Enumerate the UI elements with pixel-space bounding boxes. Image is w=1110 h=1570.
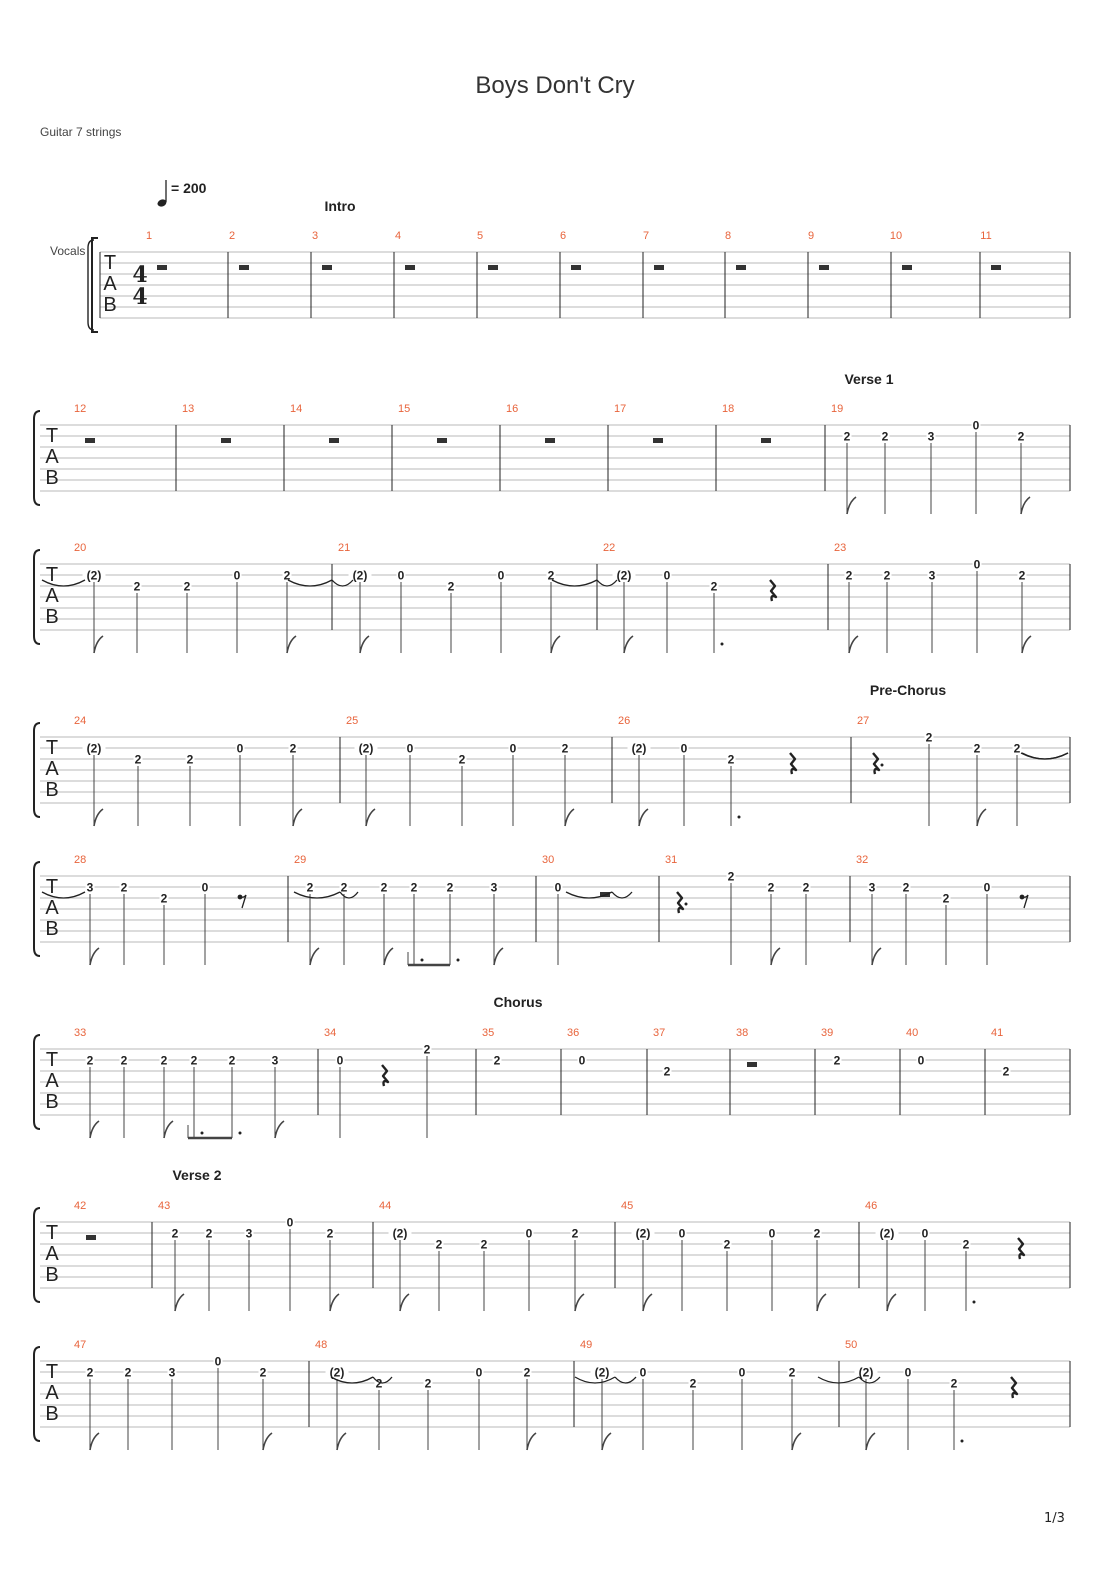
fret-number: 0	[214, 1354, 222, 1369]
bar-number: 6	[559, 230, 567, 242]
bar-number: 45	[621, 1200, 634, 1212]
whole-rest	[761, 438, 771, 443]
section-label-verse-1: Verse 1	[844, 371, 894, 387]
fret-number: 2	[340, 880, 348, 895]
bar-number: 14	[290, 403, 303, 415]
eighth-flag	[287, 636, 296, 653]
eighth-flag	[337, 1433, 346, 1450]
fret-number: 2	[1017, 429, 1025, 444]
eighth-flag	[565, 809, 574, 826]
eighth-flag	[310, 948, 319, 965]
eighth-flag	[847, 497, 856, 514]
tab-clef-letter: T	[45, 425, 59, 447]
quarter-rest	[770, 580, 776, 601]
fret-number: 2	[571, 1226, 579, 1241]
tab-clef-letter: B	[45, 779, 59, 801]
fret-number: 3	[245, 1226, 253, 1241]
fret-number: 0	[663, 568, 671, 583]
quarter-rest	[790, 753, 796, 774]
bar-number: 36	[567, 1027, 580, 1039]
bar-number: 9	[807, 230, 815, 242]
bar-number: 44	[379, 1200, 392, 1212]
tie	[612, 892, 632, 898]
fret-number: 2	[134, 752, 142, 767]
fret-number: 2	[86, 1053, 94, 1068]
fret-number: 3	[86, 880, 94, 895]
fret-number: 2	[306, 880, 314, 895]
whole-rest	[653, 438, 663, 443]
page-number: 1/3	[1044, 1511, 1065, 1526]
eighth-flag	[624, 636, 633, 653]
eighth-flag	[263, 1433, 272, 1450]
bar-number: 23	[834, 542, 847, 554]
tab-clef-letter: A	[45, 897, 59, 919]
bar-number: 11	[980, 230, 992, 242]
bar-number: 1	[145, 230, 153, 242]
bar-number: 5	[476, 230, 484, 242]
tab-clef-letter: T	[45, 564, 59, 586]
tab-clef-letter: A	[45, 758, 59, 780]
duration-dot	[961, 1440, 964, 1443]
bar-number: 28	[74, 854, 87, 866]
fret-number: 2	[435, 1237, 443, 1252]
bar-number: 33	[74, 1027, 87, 1039]
whole-rest	[488, 265, 498, 270]
eighth-flag	[639, 809, 648, 826]
tempo-bpm: = 200	[171, 180, 207, 196]
fret-number: 2	[689, 1376, 697, 1391]
fret-number: 2	[833, 1053, 841, 1068]
eighth-flag	[384, 948, 393, 965]
eighth-flag	[643, 1294, 652, 1311]
eighth-flag	[90, 948, 99, 965]
eighth-flag	[275, 1121, 284, 1138]
eighth-flag	[94, 809, 103, 826]
bar-number: 48	[315, 1339, 328, 1351]
eighth-flag	[551, 636, 560, 653]
whole-rest	[819, 265, 829, 270]
whole-rest	[902, 265, 912, 270]
section-label-chorus: Chorus	[493, 994, 543, 1010]
fret-number: 0	[738, 1365, 746, 1380]
fret-number: 2	[727, 869, 735, 884]
system-bracket	[34, 1208, 40, 1302]
fret-number: 0	[678, 1226, 686, 1241]
whole-rest	[322, 265, 332, 270]
fret-number: 0	[397, 568, 405, 583]
section-label-verse-2: Verse 2	[172, 1167, 222, 1183]
tab-clef-letter: A	[103, 273, 117, 295]
fret-number: (2)	[352, 568, 368, 583]
tab-clef-letter: T	[103, 252, 117, 274]
fret-number: 2	[813, 1226, 821, 1241]
tab-clef-letter: B	[45, 467, 59, 489]
whole-rest	[239, 265, 249, 270]
fret-number: 2	[881, 429, 889, 444]
bar-number: 13	[182, 403, 195, 415]
bar-number: 7	[642, 230, 650, 242]
eighth-flag	[977, 809, 986, 826]
fret-number: 2	[845, 568, 853, 583]
eighth-flag	[887, 1294, 896, 1311]
fret-number: 0	[525, 1226, 533, 1241]
duration-dot	[457, 959, 460, 962]
bar-number: 3	[311, 230, 319, 242]
fret-number: 2	[423, 1042, 431, 1057]
fret-number: (2)	[329, 1365, 345, 1380]
fret-number: 2	[942, 891, 950, 906]
fret-number: 2	[493, 1053, 501, 1068]
bar-number: 31	[665, 854, 678, 866]
quarter-rest	[677, 892, 683, 913]
rest-dot	[685, 903, 688, 906]
duration-dot	[201, 1132, 204, 1135]
quarter-rest	[873, 753, 879, 774]
eighth-flag	[330, 1294, 339, 1311]
fret-number: 2	[561, 741, 569, 756]
eighth-flag	[94, 636, 103, 653]
fret-number: 2	[171, 1226, 179, 1241]
eighth-flag	[175, 1294, 184, 1311]
fret-number: 2	[380, 880, 388, 895]
fret-number: 2	[802, 880, 810, 895]
fret-number: 2	[86, 1365, 94, 1380]
fret-number: (2)	[879, 1226, 895, 1241]
whole-rest	[654, 265, 664, 270]
eighth-flag	[602, 1433, 611, 1450]
eighth-flag	[494, 948, 503, 965]
fret-number: 0	[917, 1053, 925, 1068]
tab-clef-letter: A	[45, 446, 59, 468]
bar-number: 42	[74, 1200, 87, 1212]
whole-rest	[329, 438, 339, 443]
duration-dot	[421, 959, 424, 962]
eighth-flag	[366, 809, 375, 826]
eighth-flag	[866, 1433, 875, 1450]
tie	[294, 892, 340, 898]
bar-number: 50	[845, 1339, 858, 1351]
eighth-flag	[872, 948, 881, 965]
eighth-flag	[400, 1294, 409, 1311]
eighth-flag	[360, 636, 369, 653]
duration-dot	[239, 1132, 242, 1135]
eighth-flag	[849, 636, 858, 653]
fret-number: 0	[497, 568, 505, 583]
fret-number: 2	[902, 880, 910, 895]
system-bracket	[34, 550, 40, 644]
fret-number: 0	[680, 741, 688, 756]
fret-number: 2	[458, 752, 466, 767]
fret-number: 3	[168, 1365, 176, 1380]
bar-number: 4	[394, 230, 402, 242]
fret-number: (2)	[594, 1365, 610, 1380]
fret-number: 3	[927, 429, 935, 444]
fret-number: 0	[983, 880, 991, 895]
fret-number: 2	[523, 1365, 531, 1380]
fret-number: 2	[663, 1064, 671, 1079]
fret-number: 2	[259, 1365, 267, 1380]
time-signature-top: 4	[132, 262, 148, 288]
system-bracket	[34, 411, 40, 505]
bar-number: 17	[614, 403, 627, 415]
fret-number: 2	[883, 568, 891, 583]
eighth-flag	[575, 1294, 584, 1311]
fret-number: 0	[286, 1215, 294, 1230]
fret-number: 0	[972, 418, 980, 433]
fret-number: 2	[925, 730, 933, 745]
whole-rest	[747, 1062, 757, 1067]
fret-number: 2	[547, 568, 555, 583]
fret-number: 2	[710, 579, 718, 594]
whole-rest	[991, 265, 1001, 270]
bar-number: 24	[74, 715, 87, 727]
quarter-rest	[1011, 1377, 1017, 1398]
fret-number: 3	[490, 880, 498, 895]
rest-dot	[881, 764, 884, 767]
fret-number: 3	[271, 1053, 279, 1068]
section-label-pre-chorus: Pre-Chorus	[869, 682, 947, 698]
fret-number: 2	[480, 1237, 488, 1252]
quarter-rest	[1018, 1238, 1024, 1259]
fret-number: 2	[186, 752, 194, 767]
bar-number: 8	[724, 230, 732, 242]
fret-number: 2	[962, 1237, 970, 1252]
bar-number: 47	[74, 1339, 87, 1351]
fret-number: 3	[868, 880, 876, 895]
system-bracket	[34, 862, 40, 956]
fret-number: 2	[973, 741, 981, 756]
fret-number: (2)	[858, 1365, 874, 1380]
whole-rest	[736, 265, 746, 270]
fret-number: 2	[788, 1365, 796, 1380]
eighth-rest	[1022, 895, 1028, 908]
fret-number: 2	[160, 1053, 168, 1068]
fret-number: 0	[973, 557, 981, 572]
tab-clef-letter: B	[45, 1264, 59, 1286]
system-bracket	[34, 723, 40, 817]
fret-number: 2	[424, 1376, 432, 1391]
fret-number: 0	[554, 880, 562, 895]
fret-number: 2	[120, 1053, 128, 1068]
fret-number: 2	[160, 891, 168, 906]
fret-number: 0	[509, 741, 517, 756]
time-signature-bottom: 4	[132, 284, 148, 310]
fret-number: 0	[336, 1053, 344, 1068]
fret-number: 2	[133, 579, 141, 594]
bar-number: 38	[736, 1027, 749, 1039]
fret-number: 2	[446, 880, 454, 895]
fret-number: 2	[843, 429, 851, 444]
whole-rest	[571, 265, 581, 270]
tab-clef-letter: B	[45, 1091, 59, 1113]
fret-number: 2	[723, 1237, 731, 1252]
bar-number: 43	[158, 1200, 171, 1212]
bar-number: 21	[338, 542, 351, 554]
song-title: Boys Don't Cry	[475, 72, 635, 99]
bar-number: 41	[991, 1027, 1004, 1039]
eighth-flag	[164, 1121, 173, 1138]
fret-number: 3	[928, 568, 936, 583]
bar-number: 29	[294, 854, 307, 866]
tab-clef-letter: T	[45, 737, 59, 759]
bar-number: 15	[398, 403, 411, 415]
fret-number: 0	[406, 741, 414, 756]
whole-rest	[221, 438, 231, 443]
bar-number: 49	[580, 1339, 593, 1351]
fret-number: 0	[768, 1226, 776, 1241]
whole-rest	[86, 1235, 96, 1240]
fret-number: 2	[410, 880, 418, 895]
fret-number: 2	[124, 1365, 132, 1380]
bar-number: 22	[603, 542, 616, 554]
bar-number: 25	[346, 715, 359, 727]
whole-rest	[545, 438, 555, 443]
fret-number: (2)	[86, 568, 102, 583]
system-bracket	[34, 1035, 40, 1129]
fret-number: 2	[950, 1376, 958, 1391]
duration-dot	[973, 1301, 976, 1304]
tie	[1022, 753, 1068, 759]
fret-number: 2	[289, 741, 297, 756]
tab-clef-letter: B	[45, 918, 59, 940]
eighth-flag	[90, 1121, 99, 1138]
quarter-rest	[382, 1065, 388, 1086]
tie	[552, 580, 597, 586]
duration-dot	[738, 816, 741, 819]
tab-clef-letter: A	[45, 1382, 59, 1404]
track-label: Vocals	[50, 244, 86, 258]
tab-clef-letter: A	[45, 585, 59, 607]
tab-clef-letter: T	[45, 876, 59, 898]
bar-number: 10	[889, 230, 903, 242]
bar-number: 12	[74, 403, 87, 415]
fret-number: (2)	[86, 741, 102, 756]
instrument-label: Guitar 7 strings	[40, 125, 122, 139]
whole-rest	[405, 265, 415, 270]
bar-number: 20	[74, 542, 87, 554]
bar-number: 19	[831, 403, 844, 415]
eighth-flag	[293, 809, 302, 826]
fret-number: 2	[326, 1226, 334, 1241]
fret-number: 2	[447, 579, 455, 594]
bar-number: 46	[865, 1200, 878, 1212]
tab-clef-letter: B	[45, 1403, 59, 1425]
fret-number: 2	[767, 880, 775, 895]
tab-clef-letter: T	[45, 1361, 59, 1383]
tab-clef-letter: A	[45, 1243, 59, 1265]
bar-number: 34	[324, 1027, 337, 1039]
fret-number: 0	[639, 1365, 647, 1380]
whole-rest	[85, 438, 95, 443]
fret-number: (2)	[616, 568, 632, 583]
eighth-flag	[817, 1294, 826, 1311]
fret-number: 0	[578, 1053, 586, 1068]
fret-number: (2)	[358, 741, 374, 756]
tie	[288, 580, 332, 586]
tab-clef-letter: T	[45, 1049, 59, 1071]
tie	[615, 1377, 636, 1383]
tab-clef-letter: A	[45, 1070, 59, 1092]
bar-number: 27	[857, 715, 870, 727]
whole-rest	[157, 265, 167, 270]
system-bracket	[92, 238, 98, 332]
bar-number: 2	[228, 230, 236, 242]
eighth-flag	[90, 1433, 99, 1450]
tab-clef-letter: T	[45, 1222, 59, 1244]
tab-clef-letter: B	[45, 606, 59, 628]
bar-number: 30	[542, 854, 555, 866]
fret-number: 2	[1013, 741, 1021, 756]
eighth-flag	[1022, 636, 1031, 653]
bar-number: 18	[722, 403, 735, 415]
fret-number: 0	[475, 1365, 483, 1380]
fret-number: 0	[236, 741, 244, 756]
fret-number: 0	[233, 568, 241, 583]
fret-number: (2)	[392, 1226, 408, 1241]
system-bracket	[34, 1347, 40, 1441]
eighth-flag	[1021, 497, 1030, 514]
bar-number: 26	[618, 715, 631, 727]
fret-number: 2	[205, 1226, 213, 1241]
fret-number: 2	[1002, 1064, 1010, 1079]
fret-number: (2)	[631, 741, 647, 756]
eighth-flag	[792, 1433, 801, 1450]
bar-number: 39	[821, 1027, 834, 1039]
duration-dot	[721, 643, 724, 646]
bar-number: 16	[506, 403, 519, 415]
fret-number: 2	[283, 568, 291, 583]
fret-number: 0	[921, 1226, 929, 1241]
fret-number: 2	[190, 1053, 198, 1068]
bar-number: 37	[653, 1027, 666, 1039]
fret-number: 2	[375, 1376, 383, 1391]
fret-number: (2)	[635, 1226, 651, 1241]
bar-number: 35	[482, 1027, 495, 1039]
fret-number: 2	[1018, 568, 1026, 583]
bar-number: 32	[856, 854, 869, 866]
eighth-flag	[771, 948, 780, 965]
fret-number: 2	[228, 1053, 236, 1068]
fret-number: 0	[201, 880, 209, 895]
fret-number: 0	[904, 1365, 912, 1380]
fret-number: 2	[120, 880, 128, 895]
tab-clef-letter: B	[103, 294, 117, 316]
eighth-flag	[527, 1433, 536, 1450]
whole-rest	[437, 438, 447, 443]
fret-number: 2	[183, 579, 191, 594]
bar-number: 40	[906, 1027, 919, 1039]
fret-number: 2	[727, 752, 735, 767]
eighth-rest	[240, 895, 246, 908]
section-label-intro: Intro	[324, 198, 356, 214]
